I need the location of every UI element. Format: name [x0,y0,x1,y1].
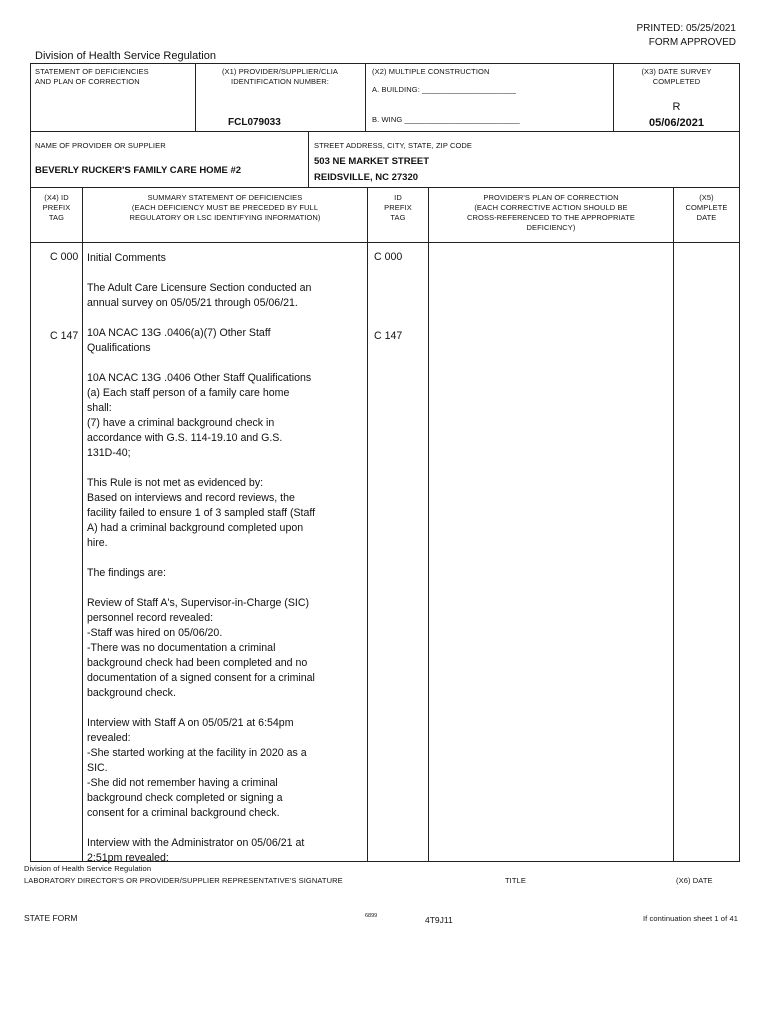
building-field: A. BUILDING: ______________________ [372,85,517,94]
tag-c000: C 000 [50,251,79,263]
title-label: TITLE [505,876,526,885]
form-approved: FORM APPROVED [648,37,736,48]
street-address: 503 NE MARKET STREET [314,156,430,167]
paragraph: Interview with Staff A on 05/05/21 at 6:54pm revealed: -She started working at the facility in 2020 as a SIC. -She did not remember having a criminal background check completed or signing a consent for a criminal background check. [87,717,307,819]
state-form: STATE FORM [24,913,78,923]
paragraph: 10A NCAC 13G .0406 Other Staff Qualifications (a) Each staff person of a family care home shall: (7) have a criminal background check in accordance with G.S. 114-19.10 and G.S. 131D-40; [87,372,312,459]
paragraph: The Adult Care Licensure Section conducted an annual survey on 05/05/21 through 05/06/21. [87,282,312,309]
plan-header: PROVIDER'S PLAN OF CORRECTION (EACH CORRECTIVE ACTION SHOULD BE CROSS-REFERENCED TO THE APPROPRIATE DEFICIENCY) [467,193,635,232]
wing-field: B. WING ___________________________ [372,115,520,124]
divider [30,242,740,243]
x1-label: (X1) PROVIDER/SUPPLIER/CLIA IDENTIFICATION NUMBER: [221,67,339,86]
x3-date: 05/06/2021 [648,117,705,129]
deficiency-summary [87,251,365,881]
id-header: ID PREFIX TAG [384,193,412,222]
form-code: 6899 [365,913,378,919]
divider [367,187,368,861]
paragraph: Interview with the Administrator on 05/06/21 at 2:51pm revealed: [87,837,305,864]
paragraph: Initial Comments [87,252,166,264]
provider-name: BEVERLY RUCKER'S FAMILY CARE HOME #2 [35,165,242,176]
statement-label: STATEMENT OF DEFICIENCIES AND PLAN OF CORRECTION [35,67,149,86]
divider [365,63,366,131]
address-label: STREET ADDRESS, CITY, STATE, ZIP CODE [314,141,473,150]
x6-date-label: (X6) DATE [676,876,713,885]
division-title: Division of Health Service Regulation [35,50,216,62]
x3-label: (X3) DATE SURVEY COMPLETED [641,67,712,86]
divider [308,131,309,187]
x2-label: (X2) MULTIPLE CONSTRUCTION [372,67,490,76]
divider [673,187,674,861]
paragraph: Review of Staff A's, Supervisor-in-Charge (SIC) personnel record revealed: -Staff was hired on 05/06/20. -There was no documentation a criminal background check had been completed and no documentation of a signed consent for a criminal background check. [87,597,315,699]
event-id: 4T9J11 [425,915,453,925]
summary-header: SUMMARY STATEMENT OF DEFICIENCIES (EACH DEFICIENCY MUST BE PRECEDED BY FULL REGULATORY OR LSC IDENTIFYING INFORMATION) [129,193,321,222]
x5-header: (X5) COMPLETE DATE [685,193,728,222]
signature-label: LABORATORY DIRECTOR'S OR PROVIDER/SUPPLIER REPRESENTATIVE'S SIGNATURE [24,876,343,885]
footer-division: Division of Health Service Regulation [24,864,152,873]
frame-right [739,63,740,861]
paragraph: 10A NCAC 13G .0406(a)(7) Other Staff Qualifications [87,327,271,354]
id-c000: C 000 [374,251,403,263]
divider [30,131,740,132]
printed-date: PRINTED: 05/25/2021 [636,23,736,34]
divider [82,187,83,861]
frame-top [30,63,740,64]
divider [30,187,740,188]
paragraph: The findings are: [87,567,166,579]
x1-value: FCL079033 [228,117,281,128]
city-state-zip: REIDSVILLE, NC 27320 [314,172,419,183]
x3-r: R [672,101,681,113]
continuation-sheet: If continuation sheet 1 of 41 [642,914,738,923]
paragraph: This Rule is not met as evidenced by: Based on interviews and record reviews, the facility failed to ensure 1 of 3 sampled staff (Staff A) had a criminal background completed upon hire. [87,477,316,549]
tag-c147: C 147 [50,330,79,342]
divider [428,187,429,861]
x4-header: (X4) ID PREFIX TAG [42,193,71,222]
frame-left [30,63,31,861]
provider-name-label: NAME OF PROVIDER OR SUPPLIER [35,141,166,150]
id-c147: C 147 [374,330,403,342]
